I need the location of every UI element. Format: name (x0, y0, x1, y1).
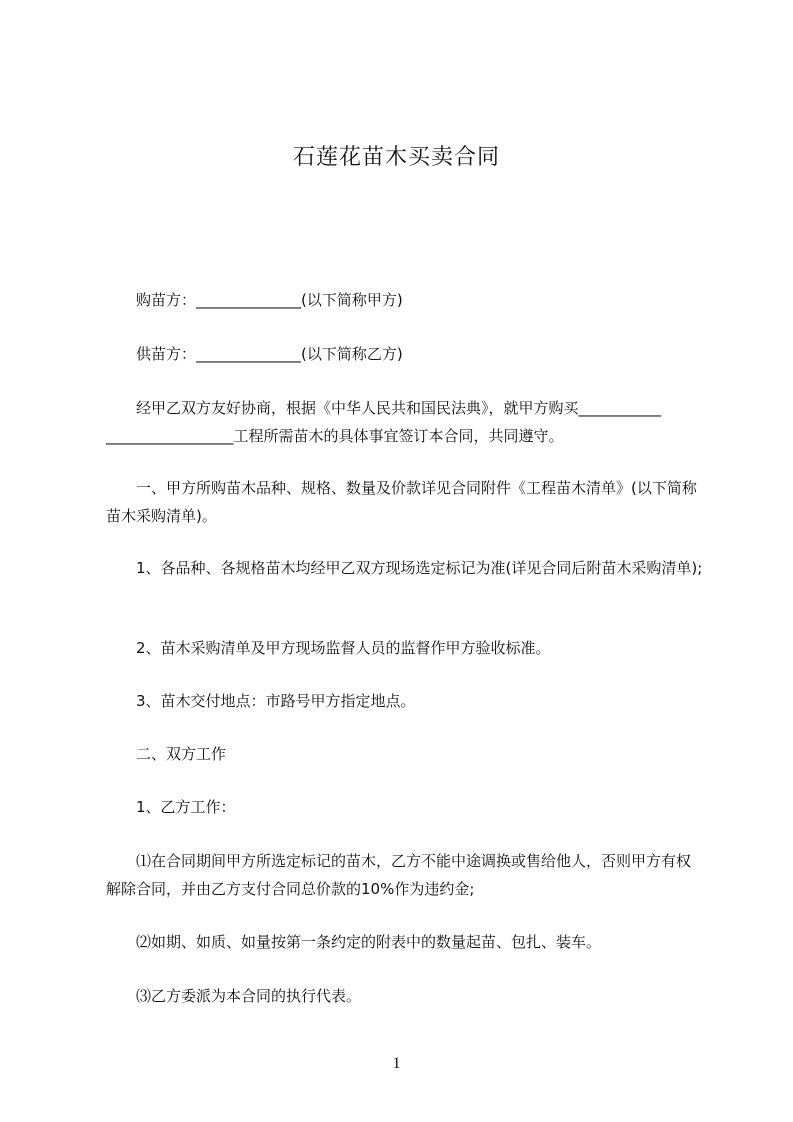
document-title: 石莲花苗木买卖合同 (292, 145, 500, 170)
clause-2-item-1-sub-2: ⑵如期、如质、如量按第一条约定的附表中的数量起苗、包扎、装车。 (136, 933, 602, 951)
preamble-paragraph: 经甲乙双方友好协商，根据《中华人民共和国民法典》，就甲方购买___________ _________________工程所需苗木的具体事宜签订本合同，共同遵守。 (106, 399, 662, 445)
clause-2-item-1-sub-3: ⑶乙方委派为本合同的执行代表。 (136, 987, 362, 1005)
buyer-line: 购苗方：______________(以下简称甲方) (136, 291, 403, 309)
clause-1-item-3: 3、苗木交付地点：市路号甲方指定地点。 (136, 692, 416, 710)
clause-2-item-1-sub-1: ⑴在合同期间甲方所选定标记的苗木，乙方不能中途调换或售给他人，否则甲方有权解除合同，并由乙方支付合同总价款的10%作为违约金; (106, 852, 692, 898)
clause-2-heading: 二、双方工作 (136, 745, 227, 763)
page-number: 1 (392, 1055, 401, 1072)
supplier-line: 供苗方：______________(以下简称乙方) (136, 345, 403, 363)
clause-1-item-1: 1、各品种、各规格苗木均经甲乙双方现场选定标记为准(详见合同后附苗木采购清单); (136, 559, 703, 577)
clause-2-item-1-heading: 1、乙方工作： (136, 798, 236, 816)
clause-1-item-2: 2、苗木采购清单及甲方现场监督人员的监督作甲方验收标准。 (136, 639, 551, 657)
clause-1-paragraph: 一、甲方所购苗木品种、规格、数量及价款详见合同附件《工程苗木清单》(以下简称苗木采购清单)。 (106, 479, 697, 525)
